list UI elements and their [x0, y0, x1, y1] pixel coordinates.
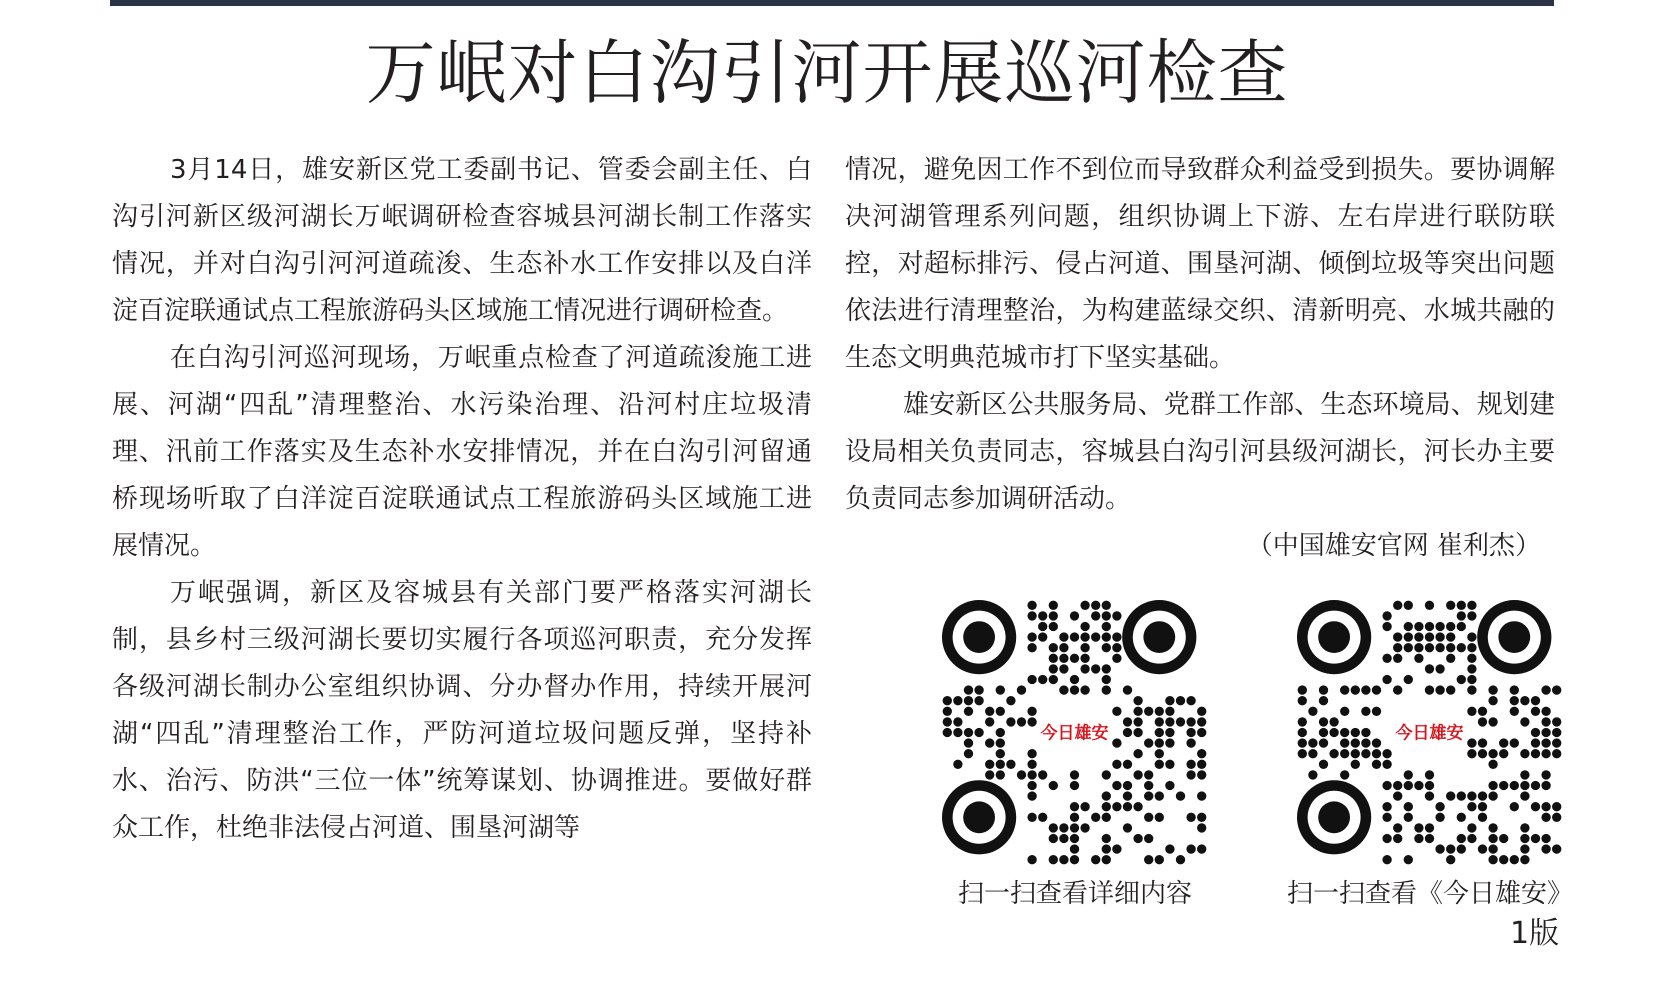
article-headline: 万岷对白沟引河开展巡河检查 — [365, 32, 1289, 114]
article-paragraph: 3月14日，雄安新区党工委副书记、管委会副主任、白沟引河新区级河湖长万岷调研检查容城县河湖长制工作落实情况，并对白沟引河河道疏浚、生态补水工作安排以及白洋淀百淀联通试点工程旅游码头区域施工情况进行调研检查。 — [112, 155, 812, 326]
article-column-left — [112, 147, 812, 852]
top-rule — [110, 0, 1554, 6]
article-credit: （中国雄安官网 崔利杰） — [1246, 531, 1541, 561]
article-column-right — [845, 147, 1555, 570]
qr-caption-details: 扫一扫查看详细内容 — [957, 879, 1192, 909]
qr-logo-text: 今日雄安 — [1040, 723, 1109, 744]
article-paragraph: 万岷强调，新区及容城县有关部门要严格落实河湖长制，县乡村三级河湖长要切实履行各项巡河职责，充分发挥各级河湖长制办公室组织协调、分办督办作用，持续开展河湖“四乱”清理整治工作，严防河道垃圾问题反弹，坚持补水、治污、防洪“三位一体”统筹谋划、协调推进。要做好群众工作，杜绝非法侵占河道、围垦河湖等 — [112, 578, 812, 843]
page-number: 1版 — [1510, 916, 1560, 951]
article-paragraph: 雄安新区公共服务局、党群工作部、生态环境局、规划建设局相关负责同志，容城县白沟引河县级河湖长，河长办主要负责同志参加调研活动。 — [845, 390, 1555, 514]
qr-caption-newspaper: 扫一扫查看《今日雄安》 — [1286, 879, 1573, 909]
qr-code-newspaper[interactable] — [1297, 600, 1562, 865]
qr-code-details[interactable] — [942, 600, 1207, 865]
qr-logo-text: 今日雄安 — [1395, 723, 1464, 744]
article-paragraph-continued: 情况，避免因工作不到位而导致群众利益受到损失。要协调解决河湖管理系列问题，组织协调上下游、左右岸进行联防联控，对超标排污、侵占河道、围垦河湖、倾倒垃圾等突出问题依法进行清理整治，为构建蓝绿交织、清新明亮、水城共融的生态文明典范城市打下坚实基础。 — [845, 155, 1555, 373]
article-paragraph: 在白沟引河巡河现场，万岷重点检查了河道疏浚施工进展、河湖“四乱”清理整治、水污染治理、沿河村庄垃圾清理、汛前工作落实及生态补水安排情况，并在白沟引河留通桥现场听取了白洋淀百淀联通试点工程旅游码头区域施工进展情况。 — [112, 343, 812, 561]
